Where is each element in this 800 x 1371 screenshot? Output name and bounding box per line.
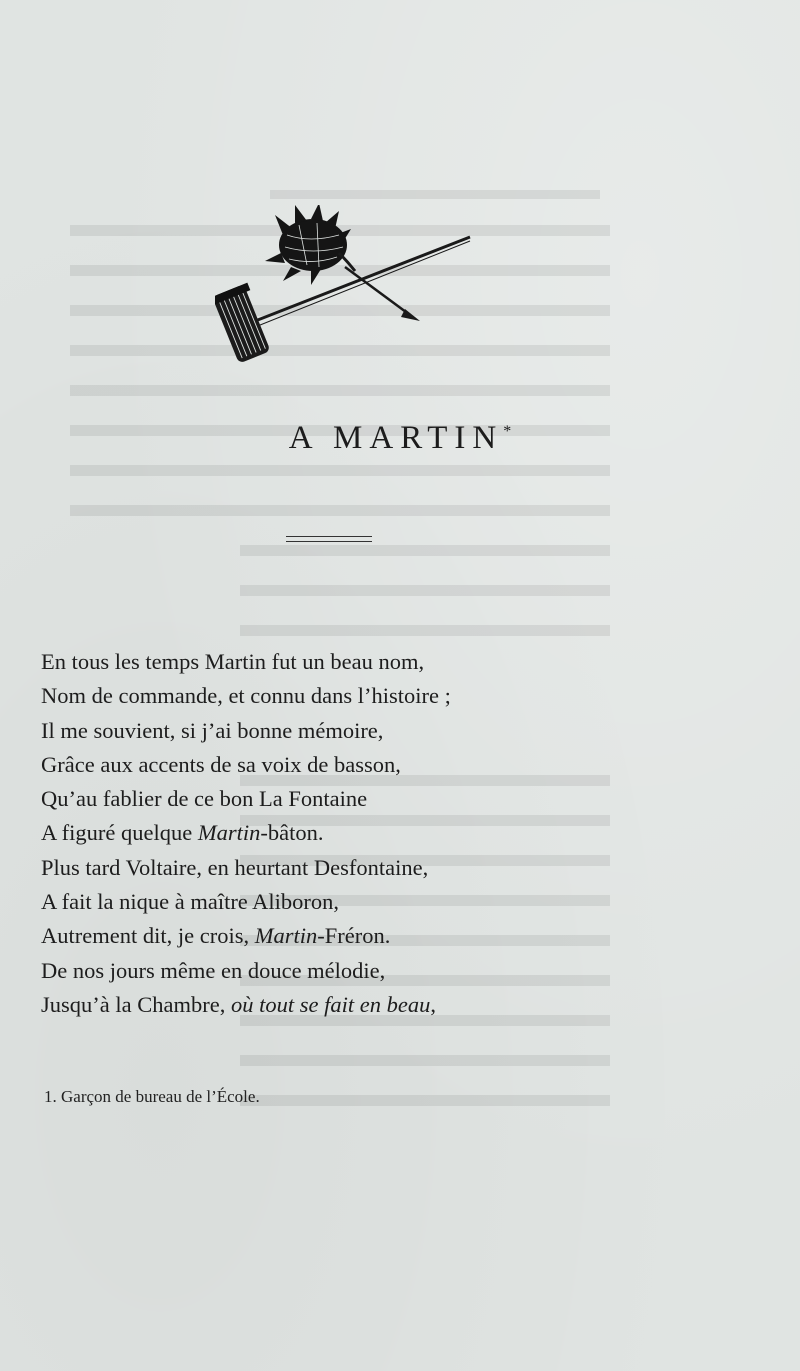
verse-line: Nom de commande, et connu dans l’histoire ; bbox=[41, 683, 451, 709]
poem-title bbox=[0, 420, 800, 457]
broom-and-duster-icon bbox=[215, 205, 485, 365]
verse-text: -bâton. bbox=[260, 820, 324, 846]
verse-line bbox=[41, 816, 741, 850]
verse-text: Autrement dit, je crois, bbox=[41, 923, 255, 949]
title-text: A MARTIN bbox=[288, 420, 504, 456]
footnote-marker: * bbox=[503, 423, 512, 440]
verse-italic: Martin bbox=[254, 923, 318, 949]
verse-line: Qu’au fablier de ce bon La Fontaine bbox=[41, 786, 368, 812]
verse-line: Grâce aux accents de sa voix de basson, bbox=[41, 751, 401, 777]
verse-line: Il me souvient, si j’ai bonne mémoire, bbox=[41, 717, 384, 743]
verse-text: A figuré quelque bbox=[41, 820, 198, 846]
verse-line: Plus tard Voltaire, en heurtant Desfontaine, bbox=[41, 854, 429, 880]
verse-text: -Fréron. bbox=[317, 923, 391, 949]
verse-line: En tous les temps Martin fut un beau nom, bbox=[41, 649, 425, 674]
verse-line: A fait la nique à maître Aliboron, bbox=[41, 889, 340, 915]
poem-verse bbox=[41, 645, 741, 1022]
title-divider bbox=[286, 536, 372, 543]
verse-line bbox=[41, 988, 741, 1022]
verse-text: , bbox=[430, 991, 436, 1017]
verse-line bbox=[41, 919, 741, 953]
verse-line: De nos jours même en douce mélodie, bbox=[41, 957, 386, 983]
verse-text: Jusqu’à la Chambre, bbox=[41, 991, 231, 1017]
footnote: 1. Garçon de bureau de l’École. bbox=[44, 1087, 260, 1106]
verse-italic: où tout se fait en beau bbox=[230, 991, 431, 1017]
verse-italic: Martin bbox=[197, 820, 261, 846]
